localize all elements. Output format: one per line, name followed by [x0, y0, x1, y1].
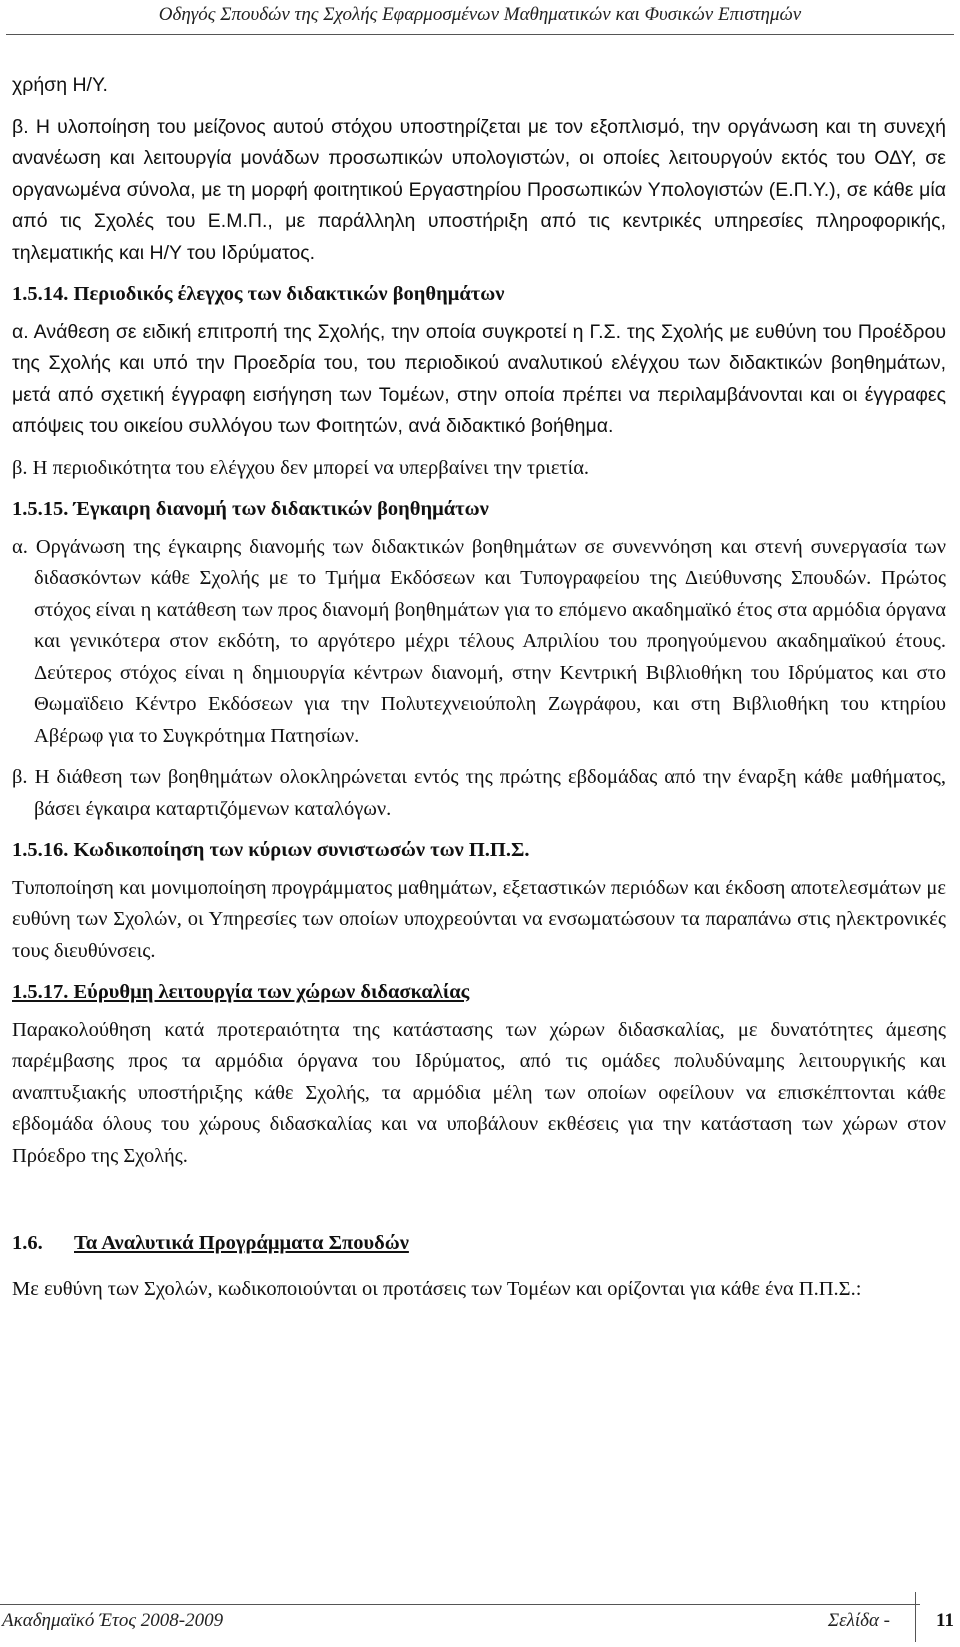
running-header: Οδηγός Σπουδών της Σχολής Εφαρμοσμένων Μαθηματικών και Φυσικών Επιστημών	[158, 4, 802, 25]
section-number: 1.6.	[12, 1232, 43, 1254]
section-heading-1-6	[12, 1228, 946, 1260]
section-heading-1-5-15: 1.5.15. Έγκαιρη διανομή των διδακτικών βοηθημάτων	[12, 498, 489, 520]
page-label: Σελίδα -	[827, 1610, 890, 1631]
page-footer	[0, 1604, 960, 1644]
paragraph-monitoring: Παρακολούθηση κατά προτεραιότητα της κατάστασης των χώρων διδασκαλίας, με δυνατότητες άμεσης παρέμβασης προς τα αρμόδια όργανα του Ιδρύματος, από τις ομάδες πολυδύναμης λειτουργικής και αναπτυξιακής υποστήριξης κάθε Σχολής, τα αρμόδια μέλη των οποίων οφείλουν να επισκέπτονται κάθε εβδομάδα όλους του χώρους διδασκαλίας και να υποβάλουν εκθέσεις για την κατάσταση των χώρων στον Πρόεδρο της Σχολής.	[12, 1018, 946, 1167]
academic-year: Ακαδημαϊκό Έτος 2008-2009	[2, 1610, 224, 1631]
paragraph-curricula: Με ευθύνη των Σχολών, κωδικοποιούνται οι προτάσεις των Τομέων και ορίζονται για κάθε ένα Π.Π.Σ.:	[12, 1277, 862, 1300]
page-body	[12, 70, 946, 1305]
paragraph-alpha-assignment: α. Ανάθεση σε ειδική επιτροπή της Σχολής, την οποία συγκροτεί η Γ.Σ. της Σχολής με ευθύνη του Προέδρου της Σχολής και υπό την Προεδρία του, του περιοδικού αναλυτικού ελέγχου των διδακτικών βοηθημάτων, μετά από σχετική έγγραφη εισήγηση των Τομέων, στην οποία πρέπει να περιλαμβάνονται και οι έγγραφες απόψεις του οικείου συλλόγου των Φοιτητών, ανά διδακτικό βοήθημα.	[12, 320, 946, 437]
paragraph-continuation: χρήση Η/Υ.	[12, 74, 108, 96]
section-heading-1-5-17: 1.5.17. Εύρυθμη λειτουργία των χώρων διδασκαλίας	[12, 981, 470, 1003]
paragraph-beta-implementation: β. Η υλοποίηση του μείζονος αυτού στόχου υποστηρίζεται με τον εξοπλισμό, την οργάνωση και τη συνεχή ανανέωση και λειτουργία μονάδων προσωπικών υπολογιστών, οι οποίες λειτουργούν εκτός του ΟΔΥ, σε οργανωμένα σύνολα, με τη μορφή φοιτητικού Εργαστηρίου Προσωπικών Υπολογιστών (Ε.Π.Υ.), σε κάθε μία από τις Σχολές του Ε.Μ.Π., με παράλληλη υποστήριξη από τις κεντρικές υπηρεσίες πληροφορικής, τηλεματικής και Η/Υ του Ιδρύματος.	[12, 115, 946, 264]
paragraph-beta-availability: β. Η διάθεση των βοηθημάτων ολοκληρώνεται εντός της πρώτης εβδομάδας από την έναρξη κάθε μαθήματος, βάσει έγκαιρα καταρτιζόμενων καταλόγων.	[12, 766, 946, 820]
paragraph-beta-periodicity: β. Η περιοδικότητα του ελέγχου δεν μπορεί να υπερβαίνει την τριετία.	[12, 456, 590, 479]
footer-rule	[0, 1604, 920, 1605]
section-heading-1-5-16: 1.5.16. Κωδικοποίηση των κύριων συνιστωσών των Π.Π.Σ.	[12, 839, 530, 861]
header-rule	[6, 34, 954, 35]
paragraph-alpha-distribution: α. Οργάνωση της έγκαιρης διανομής των διδακτικών βοηθημάτων σε συνεννόηση και στενή συνεργασία των διδασκόντων κάθε Σχολής με το Τμήμα Εκδόσεων και Τυπογραφείου της Διεύθυνσης Σπουδών. Πρώτος στόχος είναι η κατάθεση των προς διανομή βοηθημάτων για το επόμενο ακαδημαϊκό έτος στα αρμόδια όργανα και γενικότερα στον εκδότη, το αργότερο μέχρι τέλους Απριλίου του προηγούμενου ακαδημαϊκού έτους. Δεύτερος στόχος είναι η δημιουργία κέντρων διανομή, στην Κεντρική Βιβλιοθήκη του Ιδρύματος και στο Θωμαϊδειο Κέντρο Εκδόσεων για την Πολυτεχνειούπολη Ζωγράφου, και στη Βιβλιοθήκη του κτηρίου Αβέρωφ για το Συγκρότημα Πατησίων.	[12, 535, 946, 747]
page-number: 11	[936, 1610, 954, 1631]
section-title: Τα Αναλυτικά Προγράμματα Σπουδών	[74, 1232, 409, 1254]
paragraph-standardization: Τυποποίηση και μονιμοποίηση προγράμματος μαθημάτων, εξεταστικών περιόδων και έκδοση αποτελεσμάτων με ευθύνη των Σχολών, οι Υπηρεσίες των οποίων υποχρεούνται να ενσωματώσουν τα παραπάνω στις ηλεκτρονικές τους διευθύνσεις.	[12, 876, 946, 962]
section-heading-1-5-14: 1.5.14. Περιοδικός έλεγχος των διδακτικών βοηθημάτων	[12, 283, 505, 305]
